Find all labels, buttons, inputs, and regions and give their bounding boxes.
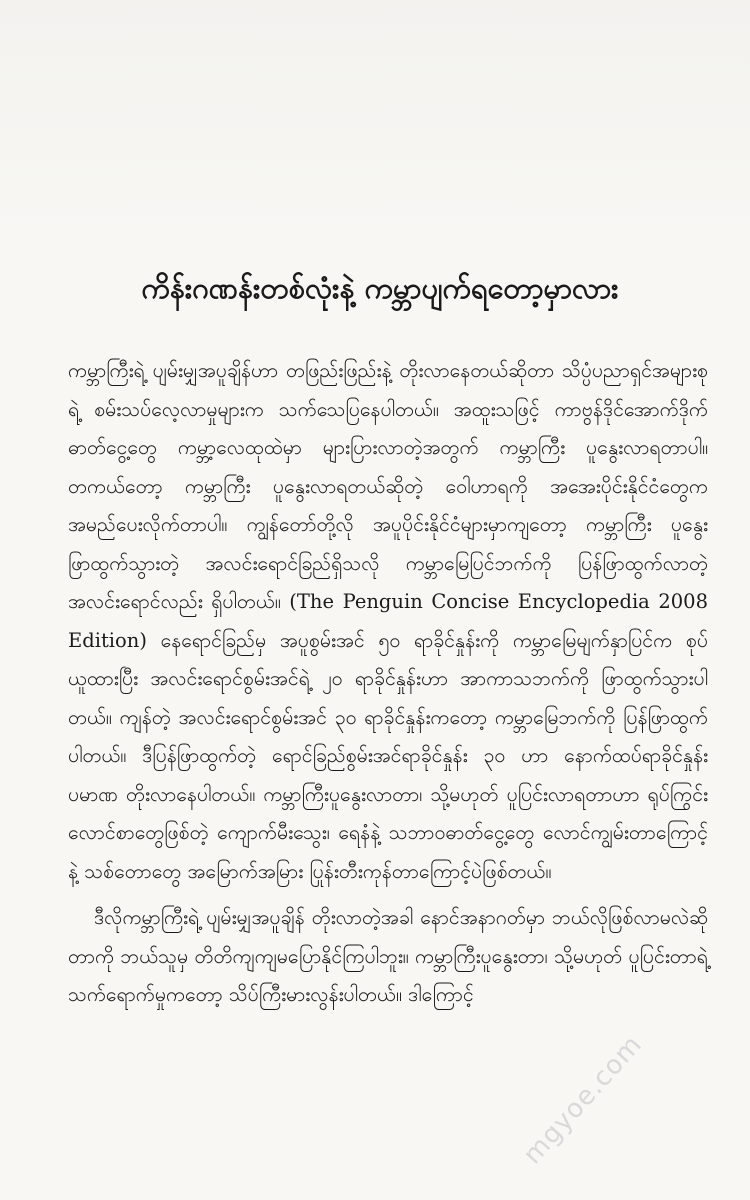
body-text [68,352,708,1015]
chapter-heading: ကိန်းဂဏန်းတစ်လုံးနဲ့ ကမ္ဘာပျက်ရတော့မှာလား [141,271,619,305]
paragraph-2: ဒီလိုကမ္ဘာကြီးရဲ့ ပျမ်းမျှအပူချိန် တိုးလာတဲ့အခါ နောင်အနာဂတ်မှာ ဘယ်လိုဖြစ်လာမလဲဆိုတာကို ဘယ်သူမှ တိတိကျကျမပြောနိုင်ကြပါဘူး။ ကမ္ဘာကြီးပူနွေးတာ၊ သို့မဟုတ် ပူပြင်းတာရဲ့ သက်ရောက်မှုကတော့ သိပ်ကြီးမားလွန်းပါတယ်။ ဒါကြောင့် [68,906,708,1006]
watermark: mgyoe.com [517,1029,649,1170]
paragraph-1: ကမ္ဘာကြီးရဲ့ ပျမ်းမျှအပူချိန်ဟာ တဖြည်းဖြည်းနဲ့ တိုးလာနေတယ်ဆိုတာ သိပ္ပံပညာရှင်အများစုရဲ့ စမ်းသပ်လေ့လာမှုများက သက်သေပြနေပါတယ်။ အထူးသဖြင့် ကာဗွန်ဒိုင်အောက်ဒိုက်ဓာတ်ငွေ့တွေ ကမ္ဘာ့လေထုထဲမှာ များပြားလာတဲ့အတွက် ကမ္ဘာကြီး ပူနွေးလာရတာပါ။ တကယ်တော့ ကမ္ဘာကြီး ပူနွေးလာရတယ်ဆိုတဲ့ ဝေါဟာရကို အအေးပိုင်းနိုင်ငံတွေက အမည်ပေးလိုက်တာပါ။ ကျွန်တော်တို့လို အပူပိုင်းနိုင်ငံများမှာကျတော့ ကမ္ဘာကြီး ပူနွေးဖြာထွက်သွားတဲ့ အလင်းရောင်ခြည်ရှိသလို ကမ္ဘာမြေပြင်ဘက်ကို ပြန်ဖြာထွက်လာတဲ့ အလင်းရောင်လည်း ရှိပါတယ်။ (The Penguin Concise Encyclopedia 2008 Edition) နေရောင်ခြည်မှ အပူစွမ်းအင် ၅၀ ရာခိုင်နှုန်းကို ကမ္ဘာမြေမျက်နှာပြင်က စုပ်ယူထားပြီး အလင်းရောင်စွမ်းအင်ရဲ့ ၂၀ ရာခိုင်နှုန်းဟာ အာကာသဘက်ကို ဖြာထွက်သွားပါတယ်။ ကျန်တဲ့ အလင်းရောင်စွမ်းအင် ၃၀ ရာခိုင်နှုန်းကတော့ ကမ္ဘာမြေဘက်ကို ပြန်ဖြာထွက်ပါတယ်။ ဒီပြန်ဖြာထွက်တဲ့ ရောင်ခြည်စွမ်းအင်ရာခိုင်နှုန်း ၃၀ ဟာ နောက်ထပ်ရာခိုင်နှုန်းပမာဏ တိုးလာနေပါတယ်။ ကမ္ဘာကြီးပူနွေးလာတာ၊ သို့မဟုတ် ပူပြင်းလာရတာဟာ ရုပ်ကြွင်းလောင်စာတွေဖြစ်တဲ့ ကျောက်မီးသွေး၊ ရေနံနဲ့ သဘာဝဓာတ်ငွေ့တွေ လောင်ကျွမ်းတာကြောင့်နဲ့ သစ်တောတွေ အမြောက်အမြား ပြုန်းတီးကုန်တာကြောင့်ပဲဖြစ်တယ်။ [68,359,708,883]
